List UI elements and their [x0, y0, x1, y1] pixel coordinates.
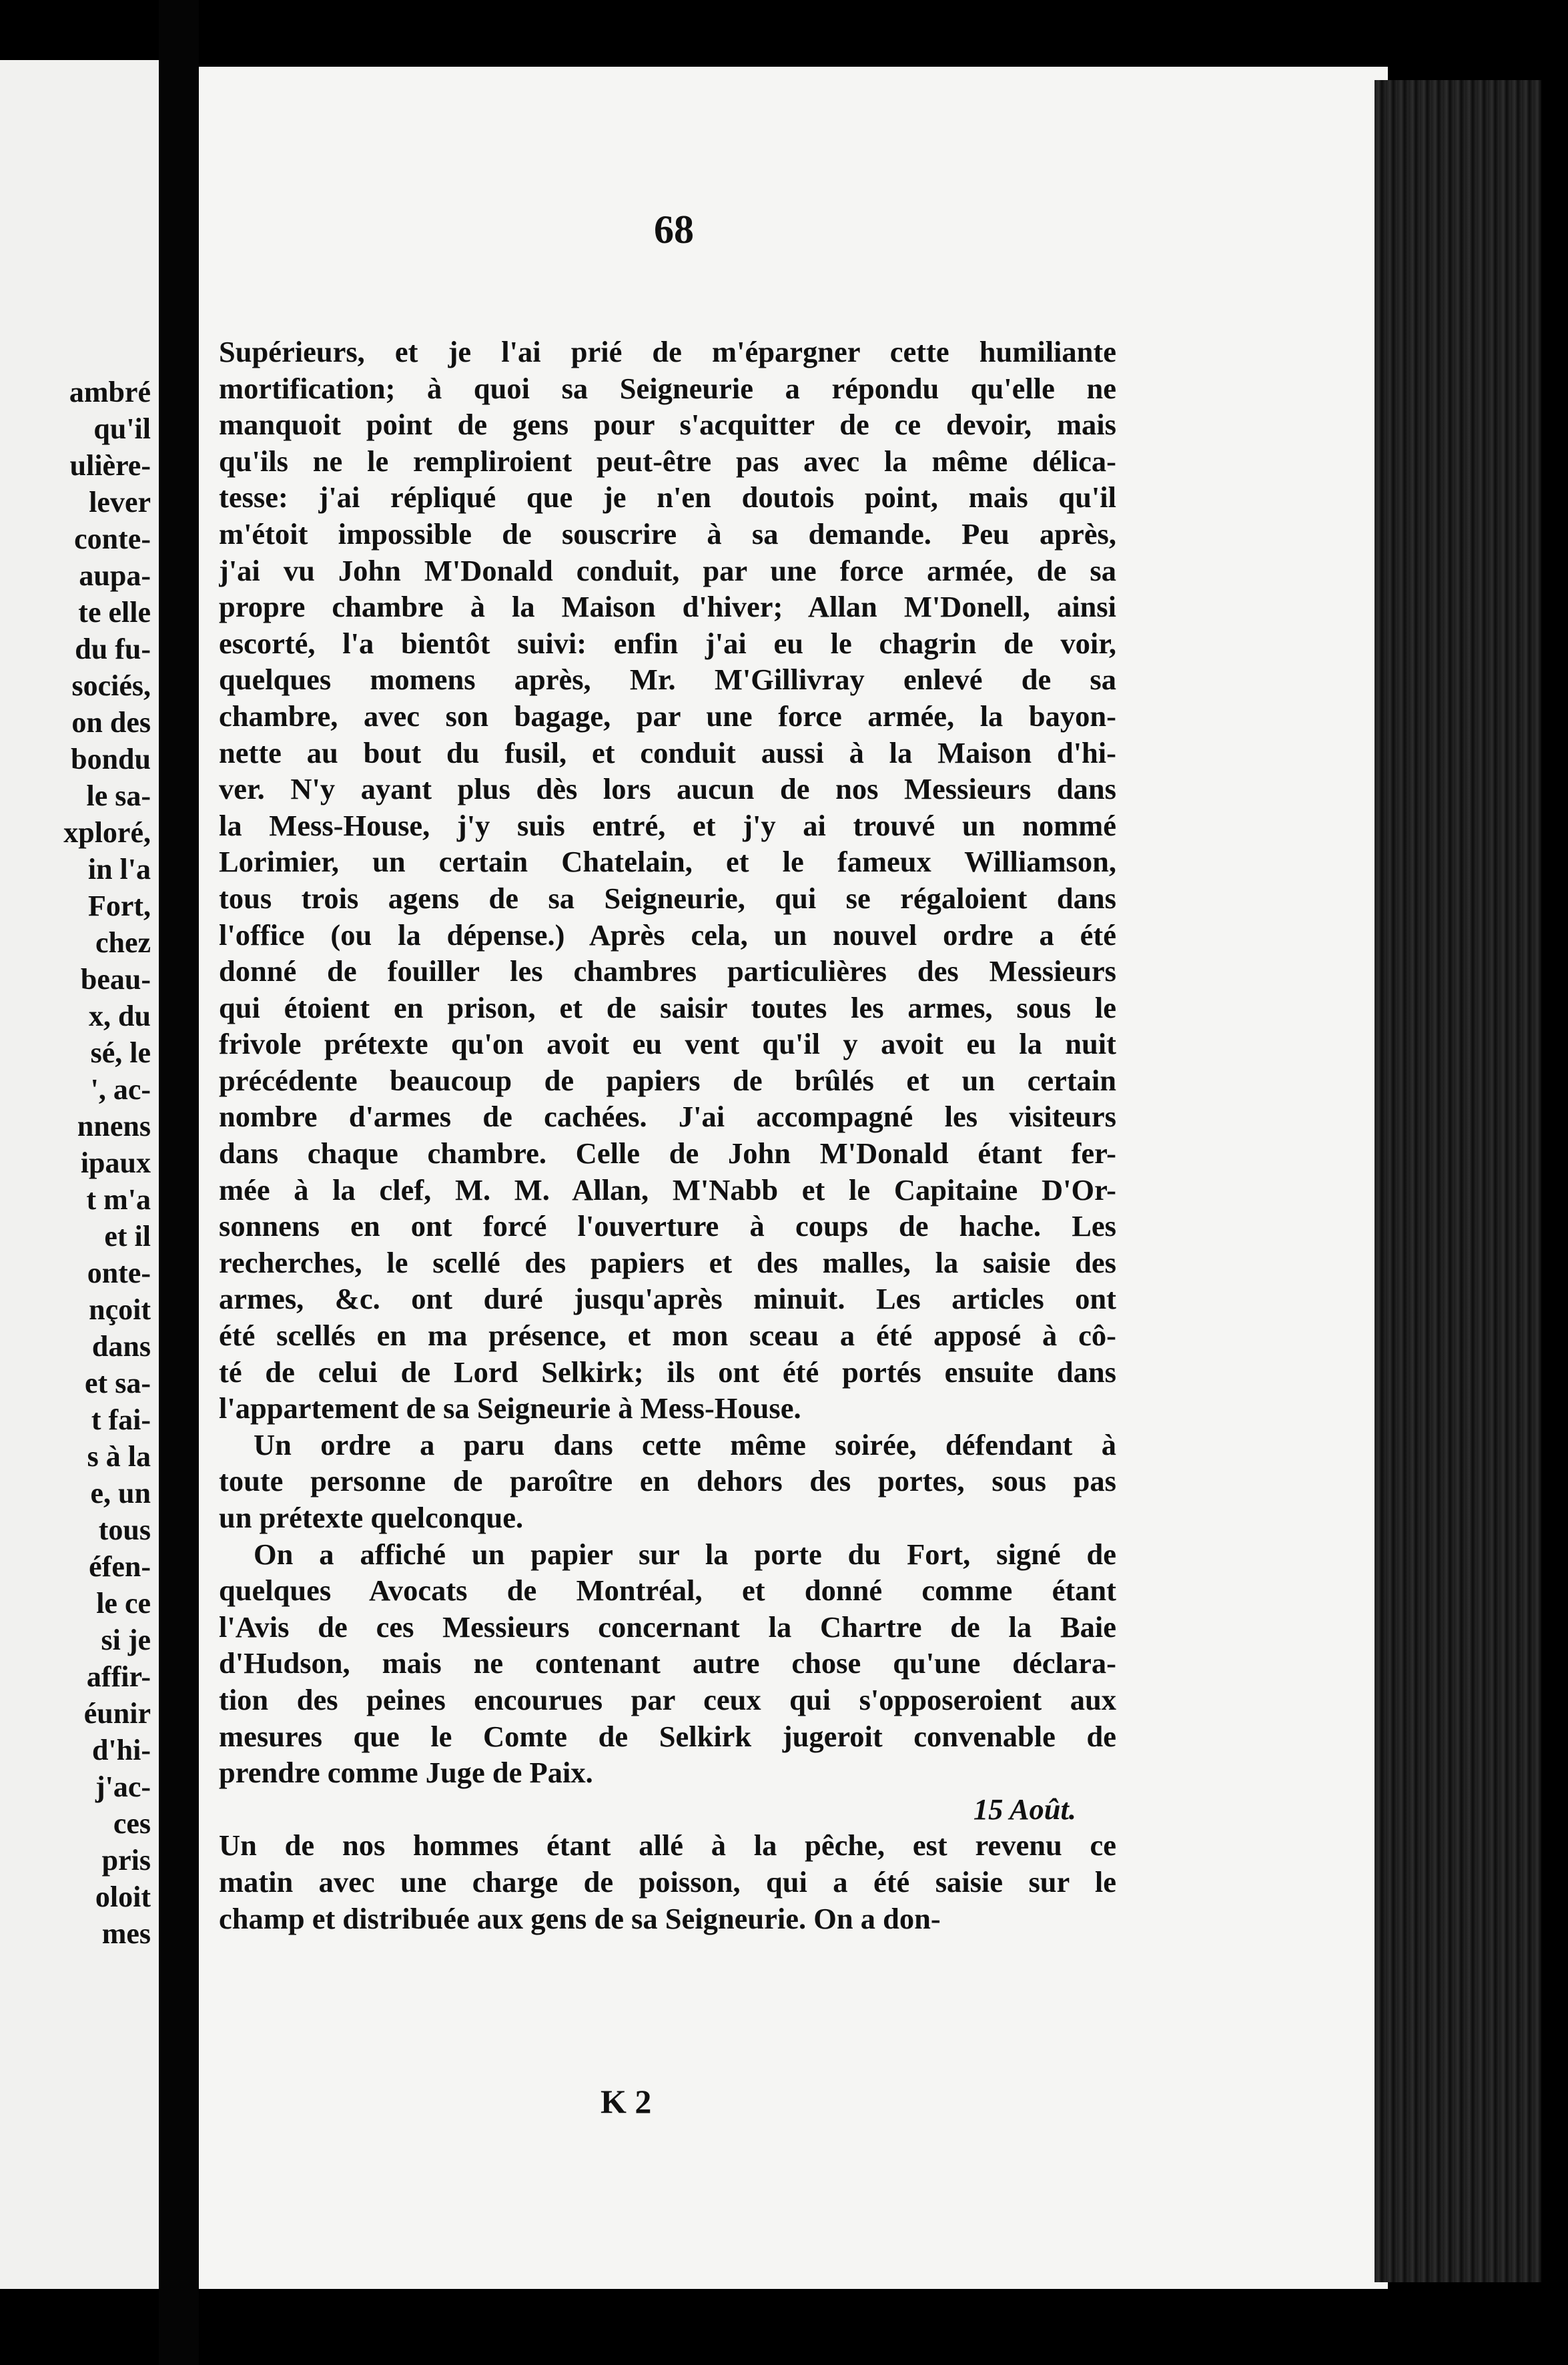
- text-line: l'office (ou la dépense.) Après cela, un nouvel ordre a été: [219, 918, 1116, 952]
- page-body: [219, 334, 1116, 1937]
- text-line: nette au bout du fusil, et conduit aussi à la Maison d'hi-: [219, 735, 1116, 769]
- facing-page-line: t fai-: [91, 1403, 151, 1436]
- text-line: qui étoient en prison, et de saisir toutes les armes, sous le: [219, 990, 1116, 1024]
- text-line: m'étoit impossible de souscrire à sa demande. Peu après,: [219, 517, 1116, 551]
- text-line: Lorimier, un certain Chatelain, et le fameux Williamson,: [219, 845, 1116, 879]
- facing-page-line: sé, le: [90, 1036, 151, 1069]
- paragraph-2: [219, 1427, 1116, 1536]
- text-line: la Mess-House, j'y suis entré, et j'y ai trouvé un nommé: [219, 808, 1116, 842]
- page-edge: [1375, 80, 1541, 2282]
- facing-page-line: mes: [101, 1917, 151, 1950]
- text-line: mortification; à quoi sa Seigneurie a répondu qu'elle ne: [219, 371, 1116, 405]
- facing-page-line: ces: [113, 1807, 151, 1840]
- facing-page-line: aupa-: [79, 559, 151, 592]
- text-line: mesures que le Comte de Selkirk jugeroit convenable de: [219, 1719, 1116, 1753]
- text-line: tesse: j'ai répliqué que je n'en doutois point, mais qu'il: [219, 480, 1116, 515]
- facing-page-line: t m'a: [86, 1183, 151, 1216]
- facing-page-line: ambré: [69, 376, 151, 408]
- text-line: sonnens en ont forcé l'ouverture à coups de hache. Les: [219, 1209, 1116, 1243]
- facing-page-line: le ce: [96, 1587, 151, 1620]
- facing-page-line: onte-: [87, 1257, 151, 1289]
- facing-page-line: affir-: [86, 1660, 151, 1693]
- facing-page-line: in l'a: [87, 853, 151, 886]
- text-line: chambre, avec son bagage, par une force armée, la bayon-: [219, 699, 1116, 733]
- text-line: On a affiché un papier sur la porte du Fort, signé de: [254, 1537, 1116, 1571]
- facing-page-line: j'ac-: [95, 1770, 151, 1803]
- text-line: Supérieurs, et je l'ai prié de m'épargner cette humiliante: [219, 335, 1116, 368]
- facing-page-line: du fu-: [75, 633, 151, 665]
- paragraph-3: [219, 1536, 1116, 1791]
- facing-page-line: beau-: [80, 963, 151, 996]
- facing-page-line: s à la: [87, 1440, 151, 1473]
- paragraph-4: [219, 1827, 1116, 1937]
- facing-page-line: d'hi-: [91, 1734, 151, 1766]
- facing-page-line: ipaux: [80, 1146, 151, 1179]
- facing-page-line: et il: [104, 1220, 151, 1253]
- facing-page-line: x, du: [89, 1000, 151, 1032]
- facing-page-line: dans: [91, 1330, 151, 1363]
- facing-page-line: éfen-: [89, 1550, 151, 1583]
- facing-page-line: pris: [101, 1844, 151, 1877]
- text-line: toute personne de paroître en dehors des portes, sous pas: [219, 1464, 1116, 1498]
- facing-page-line: sociés,: [71, 669, 151, 702]
- text-line: tous trois agens de sa Seigneurie, qui se régaloient dans: [219, 881, 1116, 915]
- facing-page-line: bondu: [71, 743, 151, 775]
- text-line: Un ordre a paru dans cette même soirée, défendant à: [254, 1427, 1116, 1461]
- date-line: 15 Août.: [973, 1792, 1076, 1826]
- facing-page-line: éunir: [83, 1697, 151, 1730]
- text-line: recherches, le scellé des papiers et des malles, la saisie des: [219, 1245, 1116, 1279]
- text-line: frivole prétexte qu'on avoit eu vent qu'il y avoit eu la nuit: [219, 1027, 1116, 1061]
- text-line: dans chaque chambre. Celle de John M'Donald étant fer-: [219, 1136, 1116, 1170]
- text-line: escorté, l'a bientôt suivi: enfin j'ai eu le chagrin de voir,: [219, 626, 1116, 660]
- text-line: propre chambre à la Maison d'hiver; Allan M'Donell, ainsi: [219, 590, 1116, 624]
- facing-page-line: te elle: [78, 596, 151, 629]
- gutter: [159, 0, 199, 2365]
- paragraph-1: [219, 334, 1116, 1427]
- text-line: quelques momens après, Mr. M'Gillivray enlevé de sa: [219, 663, 1116, 697]
- facing-page-line: Fort,: [87, 890, 151, 922]
- text-line: té de celui de Lord Selkirk; ils ont été portés ensuite dans: [219, 1355, 1116, 1389]
- facing-page-line: ulière-: [69, 449, 151, 482]
- facing-page-line: oloit: [95, 1881, 151, 1913]
- facing-page-line: tous: [98, 1513, 151, 1546]
- text-line: prendre comme Juge de Paix.: [219, 1756, 593, 1790]
- facing-page-line: conte-: [74, 523, 151, 555]
- facing-page-line: et sa-: [85, 1367, 151, 1399]
- text-line: qu'ils ne le rempliroient peut-être pas avec la même délica-: [219, 444, 1116, 478]
- facing-page-line: xploré,: [63, 816, 151, 849]
- facing-page-line: lever: [89, 486, 151, 519]
- text-line: champ et distribuée aux gens de sa Seigneurie. On a don-: [219, 1901, 941, 1935]
- text-line: un prétexte quelconque.: [219, 1501, 524, 1534]
- text-line: nombre d'armes de cachées. J'ai accompagné les visiteurs: [219, 1100, 1116, 1134]
- text-line: l'appartement de sa Seigneurie à Mess-House.: [219, 1391, 801, 1425]
- facing-page-line: nnens: [77, 1110, 151, 1142]
- facing-page-line: qu'il: [93, 412, 151, 445]
- text-line: ver. N'y ayant plus dès lors aucun de nos Messieurs dans: [219, 772, 1116, 806]
- facing-page-line: le sa-: [86, 779, 151, 812]
- facing-page-line: chez: [95, 926, 151, 959]
- text-line: mée à la clef, M. M. Allan, M'Nabb et le Capitaine D'Or-: [219, 1172, 1116, 1207]
- facing-page-line: si je: [101, 1624, 151, 1656]
- text-line: donné de fouiller les chambres particulières des Messieurs: [219, 954, 1116, 988]
- facing-page-line: ', ac-: [90, 1073, 151, 1106]
- facing-page: [0, 60, 159, 2289]
- text-line: quelques Avocats de Montréal, et donné comme étant: [219, 1574, 1116, 1608]
- text-line: d'Hudson, mais ne contenant autre chose qu'une déclara-: [219, 1646, 1116, 1680]
- facing-page-line: e, un: [90, 1477, 151, 1509]
- page-number: 68: [654, 208, 694, 252]
- text-line: été scellés en ma présence, et mon sceau a été apposé à cô-: [219, 1319, 1116, 1353]
- text-line: matin avec une charge de poisson, qui a été saisie sur le: [219, 1865, 1116, 1899]
- text-line: manquoit point de gens pour s'acquitter de ce devoir, mais: [219, 408, 1116, 442]
- text-line: armes, &c. ont duré jusqu'après minuit. Les articles ont: [219, 1282, 1116, 1316]
- signature-mark: K 2: [601, 2083, 652, 2120]
- text-line: l'Avis de ces Messieurs concernant la Chartre de la Baie: [219, 1610, 1116, 1644]
- text-line: Un de nos hommes étant allé à la pêche, est revenu ce: [219, 1828, 1116, 1863]
- text-line: j'ai vu John M'Donald conduit, par une force armée, de sa: [219, 553, 1116, 587]
- facing-page-text: [63, 374, 151, 1952]
- facing-page-line: nçoit: [89, 1293, 151, 1326]
- text-line: tion des peines encourues par ceux qui s'opposeroient aux: [219, 1682, 1116, 1716]
- facing-page-line: on des: [71, 706, 151, 739]
- text-line: précédente beaucoup de papiers de brûlés et un certain: [219, 1063, 1116, 1097]
